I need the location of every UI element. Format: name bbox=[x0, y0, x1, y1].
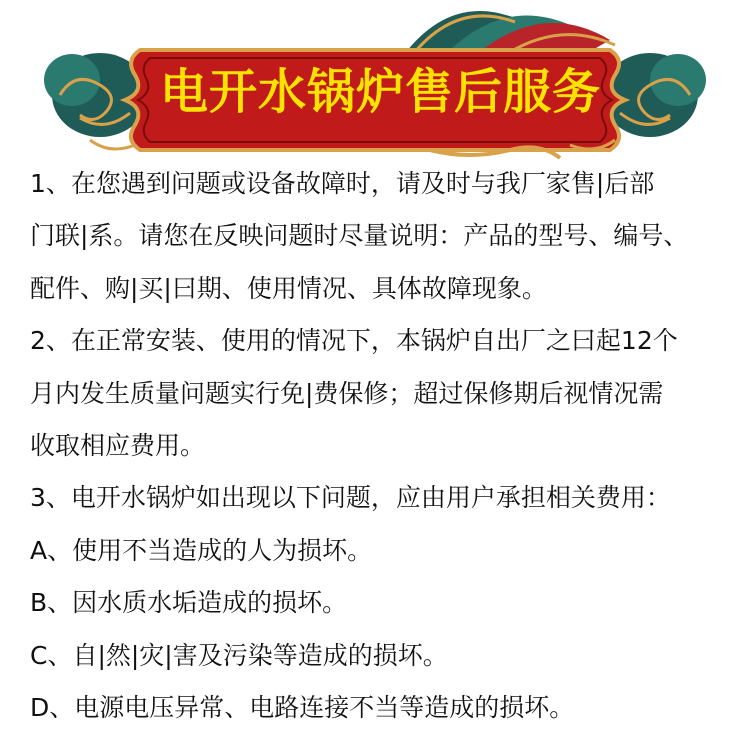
text-line: C、自|然|灾|害及污染等造成的损坏。 bbox=[30, 640, 448, 670]
text-line: D、电源电压异常、电路连接不当等造成的损坏。 bbox=[30, 692, 575, 722]
title-banner bbox=[0, 0, 750, 170]
text-line: A、使用不当造成的人为损坏。 bbox=[30, 535, 373, 565]
after-sales-text bbox=[30, 162, 730, 738]
text-line: 2、在正常安装、使用的情况下，本锅炉自出厂之曰起12个 bbox=[30, 326, 678, 356]
text-line: 门联|系。请您在反映问题时尽量说明：产品的型号、编号、 bbox=[30, 221, 689, 251]
text-line: 收取相应费用。 bbox=[30, 430, 206, 460]
text-line: B、因水质水垢造成的损坏。 bbox=[30, 588, 348, 618]
text-line: 配件、购|买|曰期、使用情况、具体故障现象。 bbox=[30, 273, 547, 303]
text-line: 3、电开水锅炉如出现以下问题，应由用户承担相关费用： bbox=[30, 483, 671, 513]
text-line: 月内发生质量问题实行免|费保修；超过保修期后视情况需 bbox=[30, 378, 664, 408]
text-line: 1、在您遇到问题或设备故障时，请及时与我厂家售|后部 bbox=[30, 169, 655, 198]
page-title: 电开水锅炉售后服务 bbox=[160, 64, 602, 120]
